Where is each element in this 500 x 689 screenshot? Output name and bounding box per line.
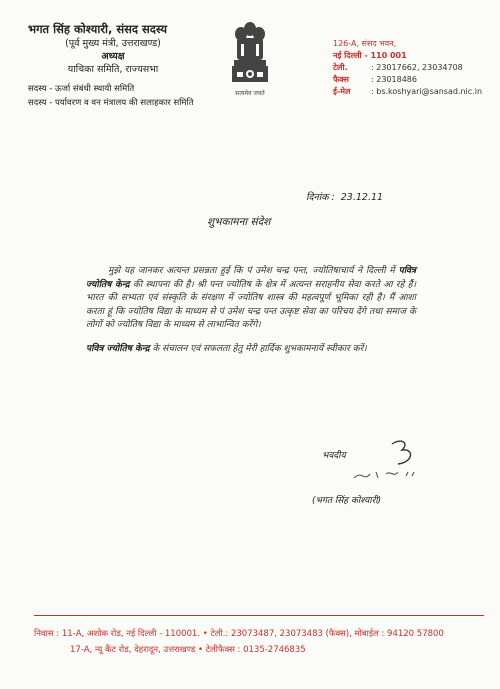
chairman-label: अध्यक्ष <box>101 51 125 62</box>
member-line-2: सदस्य - पर्यावरण व वन मंत्रालय की सलाहकार समिति <box>28 98 194 108</box>
date-label: दिनांक : <box>306 192 335 203</box>
body-paragraph-2: पवित्र ज्योतिष केन्द्र के संचालन एवं सफलता हेतु मेरी हार्दिक शुभकामनायें स्वीकार करें। <box>86 343 367 354</box>
former-post: (पूर्व मुख्य मंत्री, उत्तराखण्ड) <box>65 38 161 49</box>
footer-residence: निवास : 11-A, अशोक रोड, नई दिल्ली - 110001. • टेली.: 23073487, 23073483 (फैक्स), मोबाईल : 94120 57800 <box>34 629 444 639</box>
signature-scribble-icon <box>352 466 422 486</box>
contact-email: ई-मेल : bs.koshyari@sansad.nic.in <box>333 87 483 96</box>
address-line-2: नई दिल्ली - 110 001 <box>333 51 407 60</box>
emblem-icon <box>230 20 270 88</box>
address-line-1: 126-A, संसद भवन, <box>333 39 397 48</box>
letter-body <box>86 265 416 366</box>
signature-area <box>312 438 482 508</box>
contact-fax: फैक्स : 23018486 <box>333 75 417 84</box>
closing-text: भवदीय <box>322 451 346 461</box>
contact-phone: टेली. : 23017662, 23034708 <box>333 63 463 72</box>
national-emblem <box>226 20 274 104</box>
letterhead-right <box>333 38 493 98</box>
sender-name-title: भगत सिंह कोश्यारी, संसद सदस्य <box>28 22 168 36</box>
date-value: 23.12.11 <box>340 192 384 203</box>
body-paragraph-1: मुझे यह जानकर अत्यन्त प्रसन्नता हुई कि पं उमेश चन्द्र पन्त, ज्योतिषाचार्य ने दिल्ली में पवित्र ज्योतिष केन्द्र की स्थापना की है। श्री पन्त ज्योतिष के क्षेत्र में अत्यन्त सराहनीय सेवा करते आ रहे हैं। भारत की सभ्यता एवं संस्कृति के संरक्षण में ज्योतिष शास्त्र की महत्वपूर्ण भूमिका रही है। मैं आशा करता हूं कि ज्योतिष विद्या के माध्यम से पं उमेश चन्द्र पन्त उत्कृष्ट सेवा का परिचय देंगे तथा समाज के लोगों को ज्योतिष विद्या के माध्यम से लाभान्वित करेंगे। <box>86 266 417 330</box>
signatory-name: (भगत सिंह कोश्यारी) <box>312 496 382 506</box>
handwritten-signature-icon <box>384 438 424 468</box>
member-line-1: सदस्य - ऊर्जा संबंधी स्थायी समिति <box>28 84 135 94</box>
letter-date <box>306 190 383 203</box>
emblem-motto: सत्यमेव जयते <box>235 90 265 97</box>
center-name-bold: पवित्र ज्योतिष केन्द्र <box>86 266 416 290</box>
center-name-bold: पवित्र ज्योतिष केन्द्र <box>86 343 150 354</box>
footer-dehradun: 17-A, न्यू कैंट रोड, देहरादून, उत्तराखण्ड • टेलीफैक्स : 0135-2746835 <box>70 645 306 655</box>
letterhead-left <box>28 22 228 110</box>
letter-footer <box>34 615 484 658</box>
committee-name: याचिका समिति, राज्यसभा <box>67 64 159 75</box>
letter-subject: शुभकामना संदेश <box>207 216 271 228</box>
